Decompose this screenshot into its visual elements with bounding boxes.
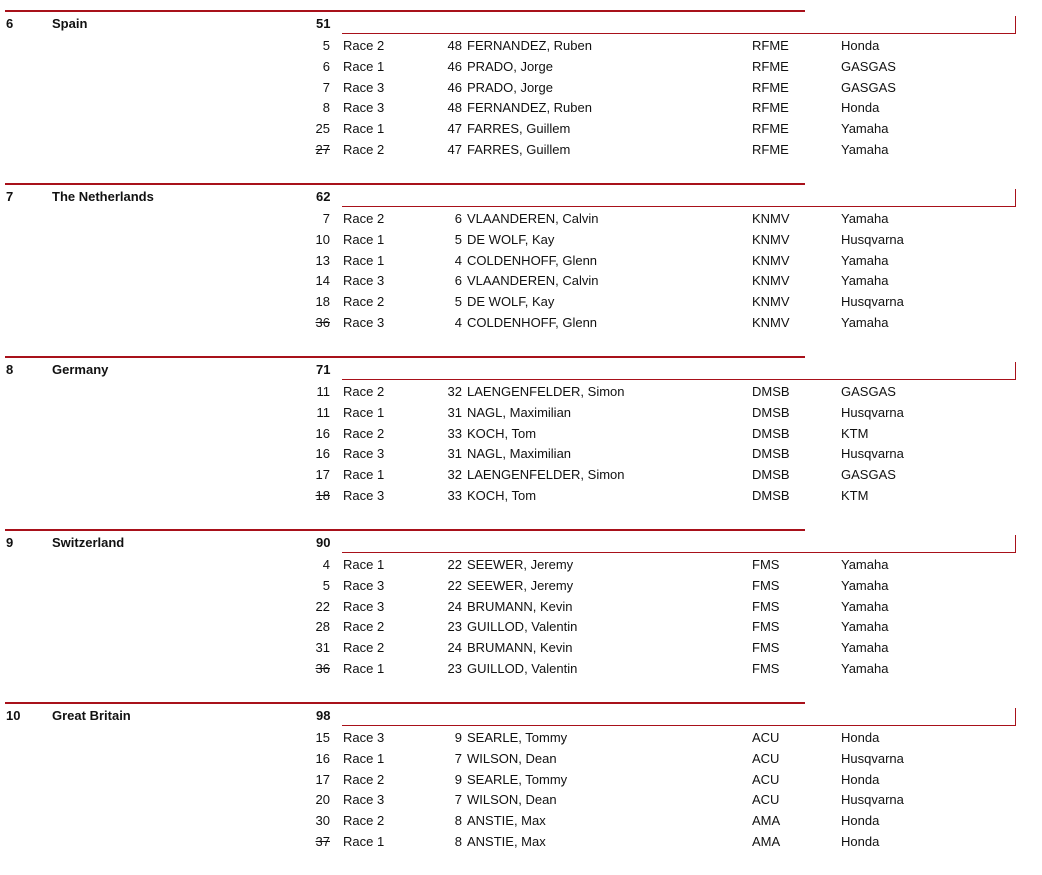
rider-number: 8: [454, 813, 462, 829]
rider-number: 33: [447, 425, 462, 441]
rider-name: SEARLE, Tommy: [467, 730, 568, 745]
race-label: Race 3: [343, 577, 385, 593]
federation: DMSB: [752, 467, 790, 483]
result-row: [0, 294, 1042, 315]
result-row: [0, 253, 1042, 274]
race-label: Race 2: [343, 771, 385, 787]
motorcycle-make: KTM: [841, 425, 869, 441]
motorcycle-make: Honda: [841, 771, 880, 787]
race-label: Race 1: [343, 58, 385, 74]
rider-name: COLDENHOFF, Glenn: [467, 252, 598, 268]
race-label: Race 3: [343, 730, 385, 745]
nation-rank: 8: [6, 362, 14, 377]
results-bracket-line: [342, 535, 1016, 553]
nation-separator-line: [5, 356, 805, 358]
nation-name: The Netherlands: [52, 189, 154, 204]
federation: ACU: [752, 792, 780, 808]
race-label: Race 1: [343, 661, 385, 676]
result-points: 36: [315, 661, 330, 676]
result-row: [0, 142, 1042, 163]
result-points: 27: [315, 142, 330, 157]
rider-number: 23: [447, 661, 462, 676]
rider-name: NAGL, Maximilian: [467, 446, 572, 462]
rider-name: GUILLOD, Valentin: [467, 661, 578, 676]
rider-number: 33: [447, 488, 462, 503]
nation-rank: 7: [6, 189, 14, 204]
race-label: Race 1: [343, 121, 385, 137]
federation: RFME: [752, 58, 789, 74]
motorcycle-make: Yamaha: [841, 252, 889, 268]
nation-total-points: 51: [316, 16, 331, 31]
race-label: Race 2: [343, 384, 385, 399]
federation: RFME: [752, 142, 789, 157]
rider-number: 48: [447, 38, 462, 53]
federation: KNMV: [752, 231, 790, 247]
rider-name: WILSON, Dean: [467, 750, 557, 766]
result-row: [0, 211, 1042, 232]
rider-number: 24: [447, 640, 462, 656]
result-points: 6: [322, 58, 330, 74]
federation: FMS: [752, 557, 780, 572]
race-label: Race 3: [343, 598, 385, 614]
motorcycle-make: Yamaha: [841, 598, 889, 614]
federation: ACU: [752, 771, 780, 787]
result-points: 8: [322, 100, 330, 116]
result-row: [0, 751, 1042, 772]
federation: ACU: [752, 750, 780, 766]
rider-number: 24: [447, 598, 462, 614]
rider-number: 8: [454, 834, 462, 849]
result-points: 7: [322, 79, 330, 95]
rider-name: FARRES, Guillem: [467, 142, 571, 157]
race-label: Race 1: [343, 834, 385, 849]
rider-name: PRADO, Jorge: [467, 58, 553, 74]
nation-name: Spain: [52, 16, 88, 31]
result-row: [0, 38, 1042, 59]
result-points: 11: [316, 384, 330, 399]
results-bracket-line: [342, 189, 1016, 207]
nation-block: [0, 183, 1042, 356]
results-bracket-line: [342, 708, 1016, 726]
race-label: Race 2: [343, 813, 385, 829]
nation-separator-line: [5, 183, 805, 185]
race-label: Race 1: [343, 557, 385, 572]
motorcycle-make: Yamaha: [841, 315, 889, 330]
result-row: [0, 100, 1042, 121]
nation-total-points: 71: [316, 362, 331, 377]
rider-name: VLAANDEREN, Calvin: [467, 273, 599, 289]
race-label: Race 2: [343, 294, 385, 310]
rider-name: FERNANDEZ, Ruben: [467, 38, 592, 53]
rider-name: SEARLE, Tommy: [467, 771, 568, 787]
result-points: 15: [315, 730, 330, 745]
motorcycle-make: Husqvarna: [841, 446, 904, 462]
motorcycle-make: Yamaha: [841, 640, 889, 656]
result-points: 36: [315, 315, 330, 330]
results-bracket-line: [342, 362, 1016, 380]
result-row: [0, 80, 1042, 101]
nation-block: [0, 356, 1042, 529]
nation-rank: 10: [6, 708, 21, 723]
result-row: [0, 813, 1042, 834]
federation: DMSB: [752, 425, 790, 441]
result-points: 31: [315, 640, 330, 656]
result-row: [0, 232, 1042, 253]
federation: RFME: [752, 79, 789, 95]
nation-rank: 6: [6, 16, 14, 31]
result-row: [0, 384, 1042, 405]
rider-number: 4: [454, 315, 462, 330]
rider-number: 5: [454, 294, 462, 310]
race-label: Race 3: [343, 79, 385, 95]
federation: DMSB: [752, 404, 790, 420]
motorcycle-make: Yamaha: [841, 661, 889, 676]
motorcycle-make: Honda: [841, 730, 880, 745]
result-row: [0, 792, 1042, 813]
rider-name: FERNANDEZ, Ruben: [467, 100, 592, 116]
rider-number: 22: [447, 557, 462, 572]
result-points: 25: [315, 121, 330, 137]
result-points: 22: [315, 598, 330, 614]
result-row: [0, 426, 1042, 447]
rider-number: 22: [447, 577, 462, 593]
motorcycle-make: Honda: [841, 100, 880, 116]
race-label: Race 3: [343, 446, 385, 462]
federation: RFME: [752, 121, 789, 137]
result-row: [0, 834, 1042, 855]
race-label: Race 3: [343, 488, 385, 503]
federation: AMA: [752, 813, 781, 829]
result-points: 5: [322, 38, 330, 53]
rider-number: 46: [447, 58, 462, 74]
result-points: 16: [315, 446, 330, 462]
nation-block: [0, 10, 1042, 183]
result-row: [0, 661, 1042, 682]
race-label: Race 1: [343, 231, 385, 247]
race-label: Race 2: [343, 211, 385, 226]
rider-number: 4: [454, 252, 462, 268]
result-points: 11: [316, 404, 330, 420]
motorcycle-make: GASGAS: [841, 58, 896, 74]
rider-number: 31: [447, 446, 462, 462]
nation-total-points: 90: [316, 535, 331, 550]
nation-separator-line: [5, 702, 805, 704]
race-label: Race 3: [343, 315, 385, 330]
result-row: [0, 640, 1042, 661]
rider-name: ANSTIE, Max: [467, 813, 546, 829]
rider-number: 31: [447, 404, 462, 420]
nation-separator-line: [5, 529, 805, 531]
motorcycle-make: Yamaha: [841, 273, 889, 289]
result-points: 14: [315, 273, 330, 289]
rider-number: 7: [454, 792, 462, 808]
result-points: 18: [315, 488, 330, 503]
rider-name: BRUMANN, Kevin: [467, 598, 573, 614]
result-row: [0, 599, 1042, 620]
motorcycle-make: Husqvarna: [841, 750, 904, 766]
federation: FMS: [752, 661, 780, 676]
nation-name: Great Britain: [52, 708, 131, 723]
result-row: [0, 467, 1042, 488]
result-row: [0, 578, 1042, 599]
result-points: 18: [315, 294, 330, 310]
motorcycle-make: Husqvarna: [841, 231, 904, 247]
rider-number: 48: [447, 100, 462, 116]
result-row: [0, 557, 1042, 578]
result-points: 7: [322, 211, 330, 226]
result-row: [0, 446, 1042, 467]
motorcycle-make: Yamaha: [841, 121, 889, 137]
motorcycle-make: Honda: [841, 38, 880, 53]
race-label: Race 2: [343, 38, 385, 53]
result-points: 28: [315, 619, 330, 635]
race-label: Race 3: [343, 100, 385, 116]
result-points: 17: [315, 467, 330, 483]
rider-name: WILSON, Dean: [467, 792, 557, 808]
federation: KNMV: [752, 273, 790, 289]
motorcycle-make: GASGAS: [841, 384, 896, 399]
rider-number: 6: [454, 273, 462, 289]
race-label: Race 3: [343, 792, 385, 808]
rider-number: 6: [454, 211, 462, 226]
result-points: 10: [315, 231, 330, 247]
motorcycle-make: Yamaha: [841, 557, 889, 572]
race-label: Race 1: [343, 750, 385, 766]
nation-name: Switzerland: [52, 535, 125, 550]
rider-number: 9: [454, 771, 462, 787]
rider-name: DE WOLF, Kay: [467, 294, 555, 310]
nation-separator-line: [5, 10, 805, 12]
federation: FMS: [752, 619, 780, 635]
result-row: [0, 59, 1042, 80]
rider-name: PRADO, Jorge: [467, 79, 553, 95]
result-row: [0, 730, 1042, 751]
race-label: Race 2: [343, 640, 385, 656]
rider-name: DE WOLF, Kay: [467, 231, 555, 247]
rider-name: BRUMANN, Kevin: [467, 640, 573, 656]
race-label: Race 2: [343, 425, 385, 441]
result-points: 16: [315, 425, 330, 441]
motorcycle-make: GASGAS: [841, 467, 896, 483]
federation: KNMV: [752, 252, 790, 268]
rider-name: LAENGENFELDER, Simon: [467, 467, 625, 483]
federation: DMSB: [752, 488, 790, 503]
motorcycle-make: Yamaha: [841, 577, 889, 593]
nation-total-points: 98: [316, 708, 331, 723]
federation: DMSB: [752, 384, 790, 399]
result-points: 5: [322, 577, 330, 593]
rider-name: COLDENHOFF, Glenn: [467, 315, 598, 330]
rider-number: 32: [447, 384, 462, 399]
race-label: Race 1: [343, 404, 385, 420]
nation-rank: 9: [6, 535, 14, 550]
federation: ACU: [752, 730, 780, 745]
rider-name: VLAANDEREN, Calvin: [467, 211, 599, 226]
rider-number: 23: [447, 619, 462, 635]
result-row: [0, 488, 1042, 509]
rider-name: ANSTIE, Max: [467, 834, 546, 849]
rider-number: 32: [447, 467, 462, 483]
federation: RFME: [752, 38, 789, 53]
rider-number: 7: [454, 750, 462, 766]
rider-number: 5: [454, 231, 462, 247]
result-row: [0, 121, 1042, 142]
nation-block: [0, 702, 1042, 875]
result-row: [0, 772, 1042, 793]
federation: DMSB: [752, 446, 790, 462]
federation: RFME: [752, 100, 789, 116]
motorcycle-make: Yamaha: [841, 142, 889, 157]
federation: KNMV: [752, 315, 790, 330]
motorcycle-make: Yamaha: [841, 211, 889, 226]
result-row: [0, 619, 1042, 640]
rider-name: SEEWER, Jeremy: [467, 557, 574, 572]
result-points: 37: [315, 834, 330, 849]
motorcycle-make: Honda: [841, 813, 880, 829]
federation: FMS: [752, 577, 780, 593]
federation: KNMV: [752, 211, 790, 226]
results-bracket-line: [342, 16, 1016, 34]
result-points: 4: [322, 557, 330, 572]
race-label: Race 1: [343, 252, 385, 268]
federation: FMS: [752, 598, 780, 614]
rider-name: KOCH, Tom: [467, 488, 537, 503]
federation: FMS: [752, 640, 780, 656]
result-row: [0, 315, 1042, 336]
nation-block: [0, 529, 1042, 702]
nation-name: Germany: [52, 362, 109, 377]
federation: KNMV: [752, 294, 790, 310]
motorcycle-make: KTM: [841, 488, 869, 503]
result-points: 13: [315, 252, 330, 268]
rider-number: 47: [447, 142, 462, 157]
rider-number: 9: [454, 730, 462, 745]
rider-name: KOCH, Tom: [467, 425, 537, 441]
rider-name: FARRES, Guillem: [467, 121, 571, 137]
result-points: 20: [315, 792, 330, 808]
rider-name: LAENGENFELDER, Simon: [467, 384, 625, 399]
nation-total-points: 62: [316, 189, 331, 204]
motorcycle-make: Husqvarna: [841, 404, 904, 420]
result-points: 16: [315, 750, 330, 766]
motorcycle-make: Honda: [841, 834, 880, 849]
motorcycle-make: Yamaha: [841, 619, 889, 635]
race-label: Race 2: [343, 142, 385, 157]
motorcycle-make: Husqvarna: [841, 792, 904, 808]
race-label: Race 2: [343, 619, 385, 635]
motorcycle-make: Husqvarna: [841, 294, 904, 310]
race-label: Race 3: [343, 273, 385, 289]
rider-name: GUILLOD, Valentin: [467, 619, 578, 635]
federation: AMA: [752, 834, 781, 849]
rider-name: SEEWER, Jeremy: [467, 577, 574, 593]
race-label: Race 1: [343, 467, 385, 483]
rider-number: 47: [447, 121, 462, 137]
result-points: 30: [315, 813, 330, 829]
result-row: [0, 273, 1042, 294]
result-row: [0, 405, 1042, 426]
motorcycle-make: GASGAS: [841, 79, 896, 95]
rider-name: NAGL, Maximilian: [467, 404, 572, 420]
rider-number: 46: [447, 79, 462, 95]
result-points: 17: [315, 771, 330, 787]
